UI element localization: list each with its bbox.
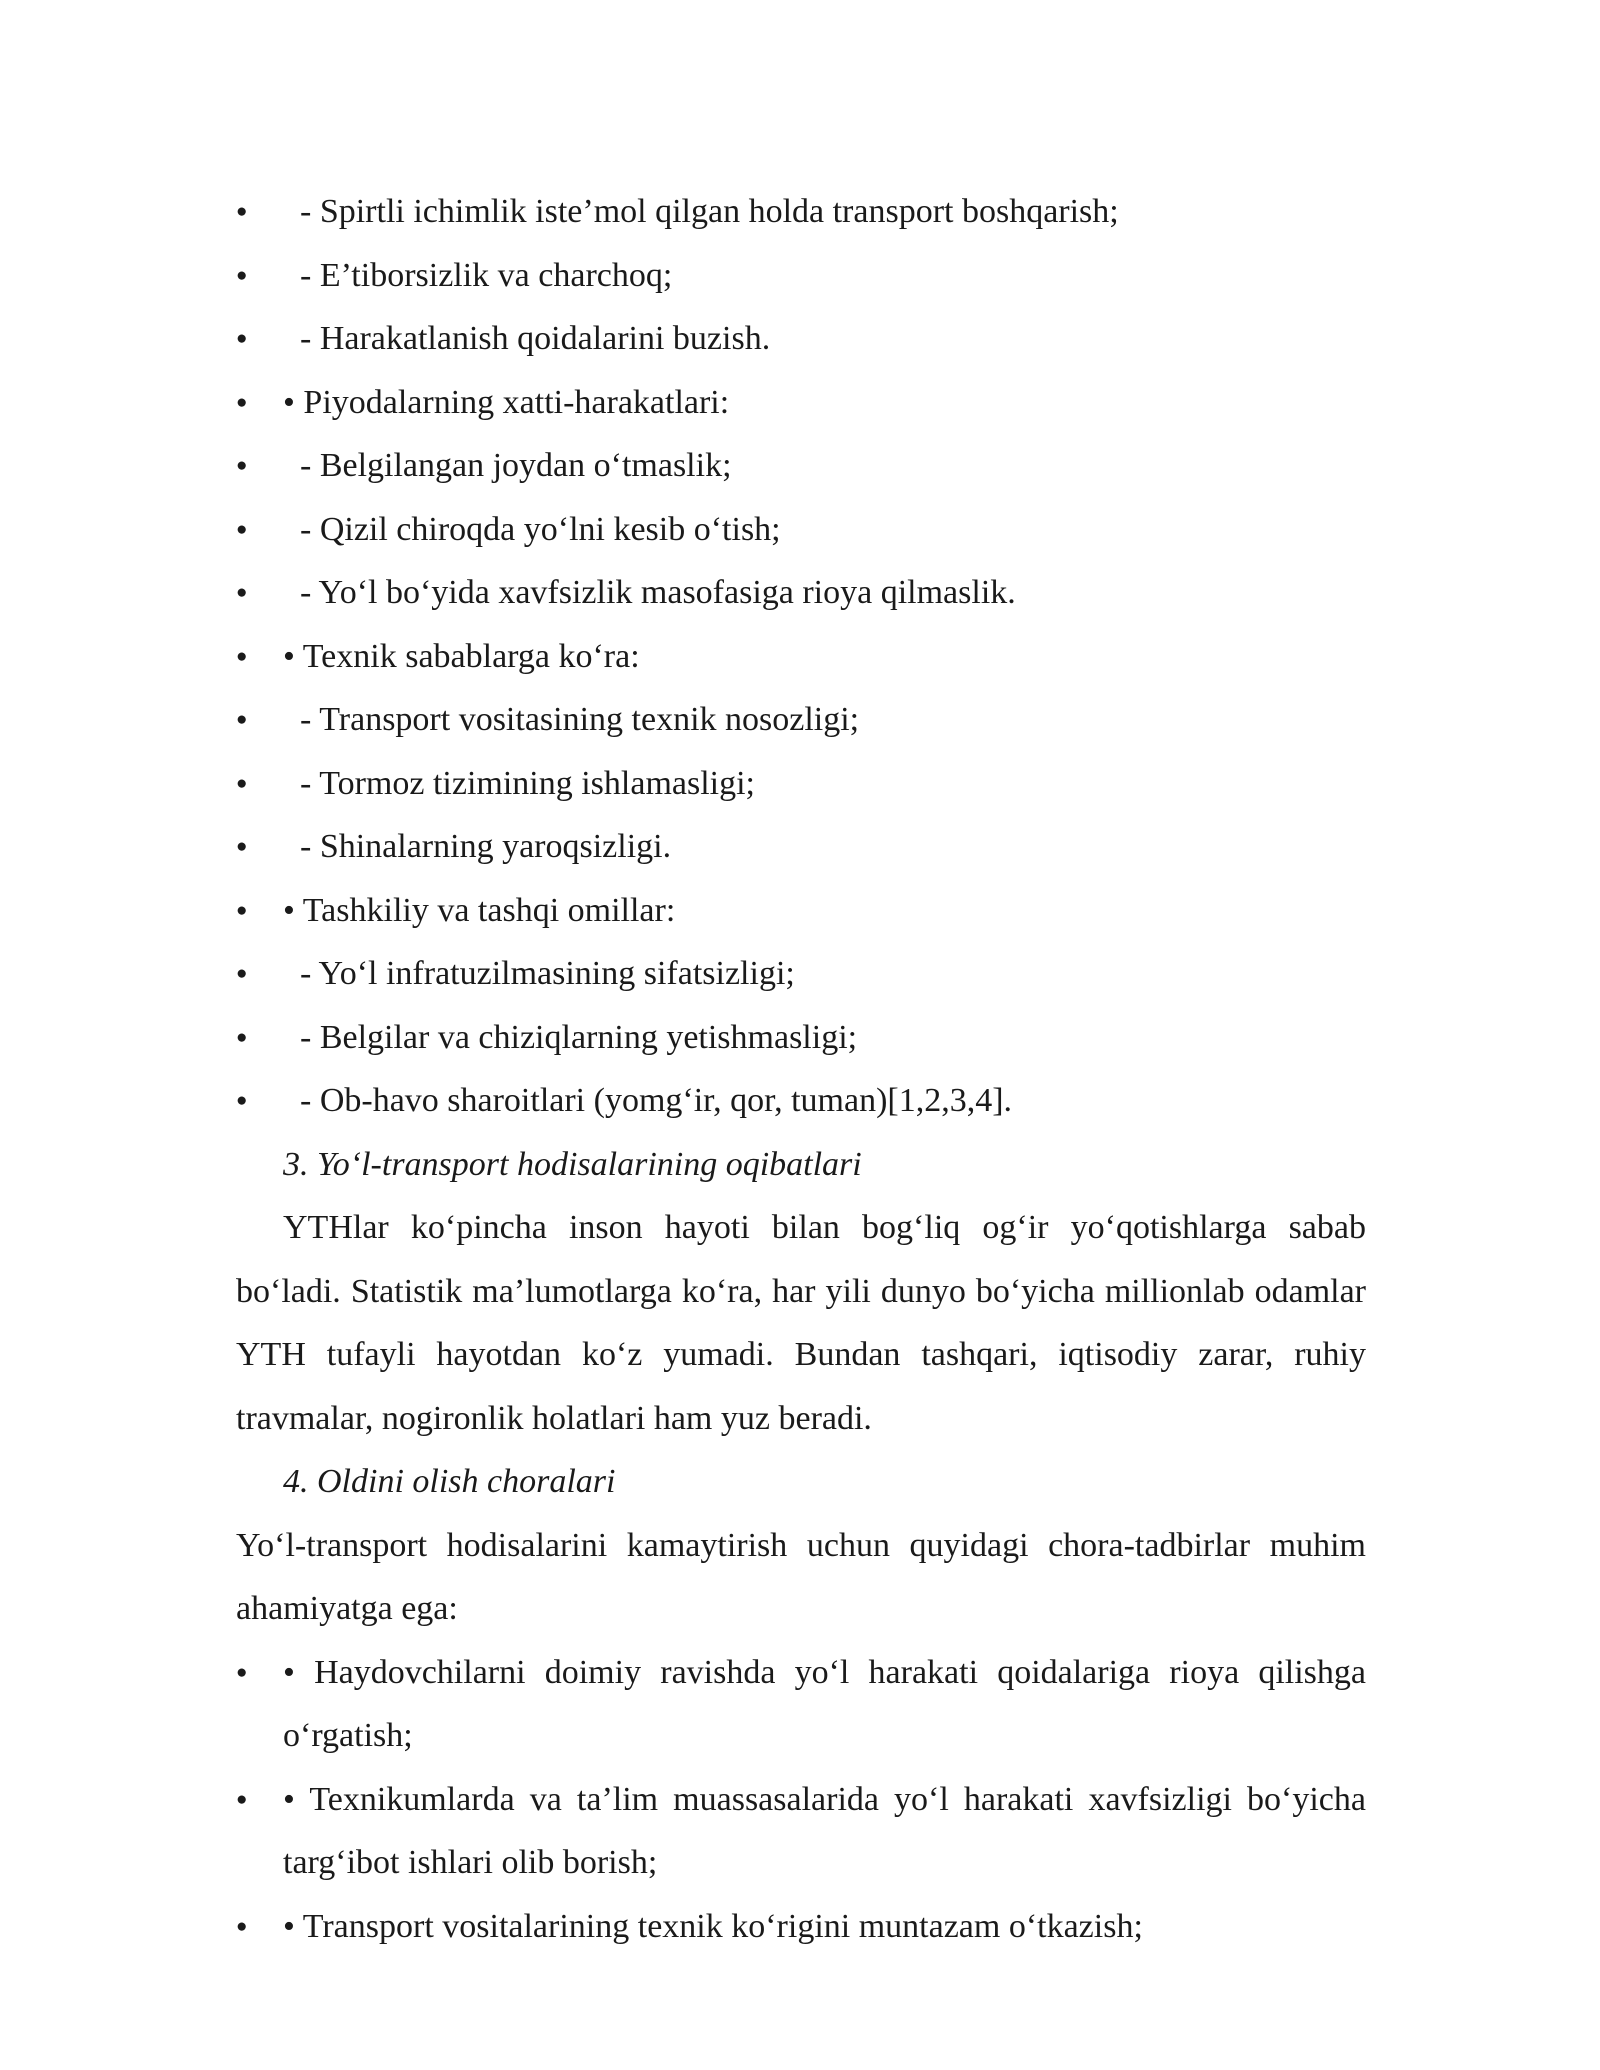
list-item: ● - Spirtli ichimlik iste’mol qilgan holda transport boshqarish;	[236, 180, 1366, 244]
list-item: ● • Piyodalarning xatti-harakatlari:	[236, 371, 1366, 435]
causes-list	[236, 180, 1366, 1133]
prevention-list	[236, 1641, 1366, 1959]
section-3-heading: 3. Yo‘l-transport hodisalarining oqibatlari	[283, 1145, 862, 1183]
list-item: ● - Ob-havo sharoitlari (yomg‘ir, qor, tuman)[1,2,3,4].	[236, 1069, 1366, 1133]
list-item: ● • Texnikumlarda va ta’lim muassasalarida yo‘l harakati xavfsizligi bo‘yicha targ‘ibot ishlari olib borish;	[236, 1768, 1366, 1895]
list-item: ● - E’tiborsizlik va charchoq;	[236, 244, 1366, 308]
section-3-paragraph: YTHlar ko‘pincha inson hayoti bilan bog‘liq og‘ir yo‘qotishlarga sabab bo‘ladi. Statistik ma’lumotlarga ko‘ra, har yili dunyo bo‘yicha millionlab odamlar YTH tufayli hayotdan ko‘z yumadi. Bundan tashqari, iqtisodiy zarar, ruhiy travmalar, nogironlik holatlari ham yuz beradi.	[236, 1209, 1366, 1437]
list-item: ● • Tashkiliy va tashqi omillar:	[236, 879, 1366, 943]
list-item: ● • Transport vositalarining texnik ko‘rigini muntazam o‘tkazish;	[236, 1895, 1366, 1959]
list-item: ● - Harakatlanish qoidalarini buzish.	[236, 307, 1366, 371]
list-item: ● - Tormoz tizimining ishlamasligi;	[236, 752, 1366, 816]
list-item: ● - Transport vositasining texnik nosozligi;	[236, 688, 1366, 752]
section-4-heading: 4. Oldini olish choralari	[283, 1463, 616, 1500]
list-item: ● - Qizil chiroqda yo‘lni kesib o‘tish;	[236, 498, 1366, 562]
list-item: ● - Yo‘l bo‘yida xavfsizlik masofasiga rioya qilmaslik.	[236, 561, 1366, 625]
section-4-paragraph: Yo‘l-transport hodisalarini kamaytirish uchun quyidagi chora-tadbirlar muhim ahamiyatga ega:	[236, 1526, 1366, 1627]
list-item: ● • Haydovchilarni doimiy ravishda yo‘l harakati qoidalariga rioya qilishga o‘rgatish;	[236, 1641, 1366, 1768]
list-item: ● - Belgilangan joydan o‘tmaslik;	[236, 434, 1366, 498]
list-item: ● • Texnik sabablarga ko‘ra:	[236, 625, 1366, 689]
list-item: ● - Belgilar va chiziqlarning yetishmasligi;	[236, 1006, 1366, 1070]
document-content	[236, 180, 1366, 1958]
list-item: ● - Yo‘l infratuzilmasining sifatsizligi;	[236, 942, 1366, 1006]
list-item: ● - Shinalarning yaroqsizligi.	[236, 815, 1366, 879]
